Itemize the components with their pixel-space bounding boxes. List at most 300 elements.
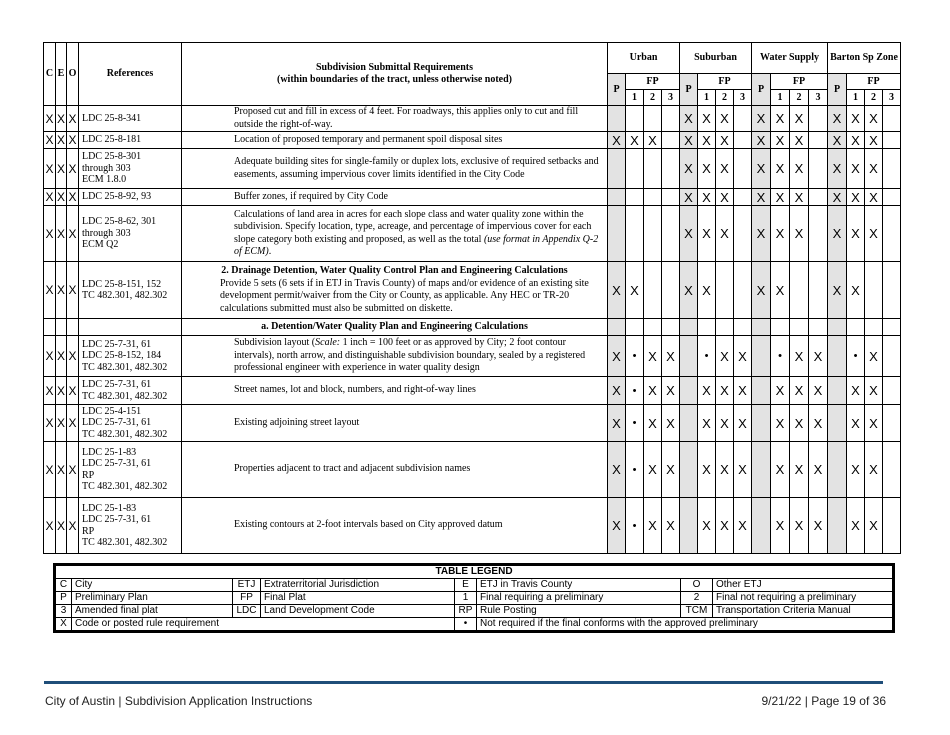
- requirement-text-main: Adequate building sites for single-family or duplex lots, exclusive of required setbacks and easements, assuming impervious cover limits identified in the City Code: [234, 156, 599, 180]
- requirement-mark: X: [847, 498, 865, 554]
- requirement-mark: X: [698, 149, 716, 189]
- requirement-mark: [790, 262, 809, 319]
- requirement-mark: X: [809, 405, 828, 442]
- requirement-mark: X: [847, 442, 865, 498]
- requirement-cell: [182, 319, 608, 336]
- ceo-mark: X: [67, 442, 79, 498]
- requirement-mark: [828, 442, 847, 498]
- requirement-mark: [883, 149, 901, 189]
- requirement-mark: X: [847, 149, 865, 189]
- ceo-mark: X: [67, 377, 79, 405]
- table-row: [44, 336, 901, 377]
- requirement-mark: [626, 106, 644, 132]
- requirement-mark: X: [828, 189, 847, 206]
- legend-text: Extraterritorial Jurisdiction: [261, 579, 455, 592]
- bullet-mark: •: [626, 377, 644, 405]
- reference-line: through 303: [82, 227, 131, 239]
- requirement-text-main: Subdivision layout (: [234, 337, 316, 349]
- requirement-mark: X: [698, 189, 716, 206]
- requirement-mark: X: [662, 336, 680, 377]
- legend-code: P: [55, 592, 72, 605]
- requirement-text-main: Buffer zones, if required by City Code: [234, 190, 388, 202]
- legend-row: [55, 618, 894, 632]
- requirement-mark: X: [771, 262, 790, 319]
- requirement-text: [182, 384, 607, 397]
- submittal-requirements-table: [43, 42, 901, 554]
- reference-line: LDC 25-8-181: [82, 134, 142, 146]
- bullet-mark: •: [626, 442, 644, 498]
- ceo-mark: X: [44, 377, 56, 405]
- requirement-mark: X: [698, 206, 716, 262]
- reference-cell: [79, 132, 182, 149]
- requirement-mark: [644, 149, 662, 189]
- bullet-mark: •: [626, 405, 644, 442]
- header-fp-2: FP: [771, 74, 828, 90]
- requirement-mark: [626, 319, 644, 336]
- reference-line: LDC 25-1-83: [82, 446, 137, 458]
- bullet-mark: •: [626, 336, 644, 377]
- reference-line: LDC 25-7-31, 61: [82, 458, 152, 469]
- legend-code: TCM: [681, 605, 713, 618]
- header-requirements-subtitle: (within boundaries of the tract, unless otherwise noted): [277, 74, 512, 85]
- requirement-mark: X: [771, 442, 790, 498]
- ceo-mark: X: [56, 498, 67, 554]
- requirement-mark: X: [680, 106, 698, 132]
- legend-text: Rule Posting: [477, 605, 681, 618]
- requirement-mark: [716, 262, 734, 319]
- requirement-text-main: Location of proposed temporary and permanent spoil disposal sites: [234, 133, 503, 145]
- requirement-mark: [865, 319, 883, 336]
- requirement-mark: [734, 106, 752, 132]
- legend-code: E: [455, 579, 477, 592]
- requirement-mark: X: [698, 377, 716, 405]
- requirement-mark: [608, 149, 626, 189]
- legend-text: Code or posted rule requirement: [72, 618, 455, 632]
- requirement-mark: [771, 319, 790, 336]
- reference-line: LDC 25-7-31, 61: [82, 514, 152, 525]
- requirement-mark: [734, 262, 752, 319]
- requirement-mark: [662, 319, 680, 336]
- requirement-cell: [182, 405, 608, 442]
- requirement-mark: X: [716, 206, 734, 262]
- requirement-mark: [680, 442, 698, 498]
- ceo-mark: X: [44, 206, 56, 262]
- legend-code: 2: [681, 592, 713, 605]
- requirement-text-end: .: [268, 246, 272, 257]
- reference-line: TC 482.301, 482.302: [82, 428, 168, 440]
- requirement-mark: X: [790, 405, 809, 442]
- reference-line: LDC 25-8-151, 152: [82, 278, 162, 290]
- requirement-mark: [883, 189, 901, 206]
- requirement-mark: X: [865, 405, 883, 442]
- reference-line: RP: [82, 525, 95, 537]
- requirement-text: [182, 106, 607, 131]
- reference-line: LDC 25-8-341: [82, 112, 142, 124]
- ceo-mark: X: [68, 190, 77, 204]
- requirement-mark: X: [680, 132, 698, 149]
- header-group-1: Suburban: [680, 43, 752, 74]
- requirement-text-end: 1 inch = 100 feet or as approved by City; 2 foot contour intervals), north arrow, and distinguishable subdivision boundary, sealed by a registered professional engineer with experience in water quality design: [234, 337, 586, 374]
- legend-text: Not required if the final conforms with the approved preliminary: [477, 618, 894, 632]
- reference-line: LDC 25-1-83: [82, 502, 137, 514]
- requirement-mark: X: [809, 442, 828, 498]
- requirement-mark: [644, 262, 662, 319]
- requirement-mark: [608, 106, 626, 132]
- requirement-mark: [883, 132, 901, 149]
- requirement-mark: [644, 106, 662, 132]
- requirement-mark: [662, 132, 680, 149]
- reference-line: LDC 25-7-31, 61: [82, 379, 152, 390]
- ceo-mark: X: [67, 149, 79, 189]
- legend-row: [55, 592, 894, 605]
- requirement-heading: a. Detention/Water Quality Plan and Engineering Calculations: [261, 320, 528, 332]
- requirement-mark: X: [828, 262, 847, 319]
- reference-cell: [79, 405, 182, 442]
- legend-text: Preliminary Plan: [72, 592, 233, 605]
- requirement-mark: [734, 132, 752, 149]
- header-fp-sub-3-1: 2: [865, 90, 883, 106]
- requirement-text: [182, 209, 607, 259]
- ceo-mark: X: [67, 498, 79, 554]
- reference-line: LDC 25-8-62, 301: [82, 216, 157, 228]
- requirement-mark: X: [847, 106, 865, 132]
- requirement-mark: X: [847, 377, 865, 405]
- requirement-mark: X: [865, 442, 883, 498]
- legend-title-row: [55, 565, 894, 579]
- header-group-0: Urban: [608, 43, 680, 74]
- header-p-3: P: [828, 74, 847, 106]
- legend-code: 1: [455, 592, 477, 605]
- ceo-mark: X: [67, 336, 79, 377]
- requirement-mark: [883, 319, 901, 336]
- requirement-mark: X: [716, 336, 734, 377]
- ceo-mark: X: [56, 405, 67, 442]
- requirement-mark: X: [716, 442, 734, 498]
- ceo-mark: X: [44, 262, 56, 319]
- requirement-mark: X: [790, 377, 809, 405]
- bullet-mark: •: [771, 336, 790, 377]
- requirement-mark: X: [790, 442, 809, 498]
- requirement-mark: [883, 336, 901, 377]
- legend-text: Final Plat: [261, 592, 455, 605]
- requirement-mark: X: [734, 377, 752, 405]
- requirement-cell: [182, 106, 608, 132]
- requirement-mark: X: [680, 189, 698, 206]
- requirement-mark: X: [698, 405, 716, 442]
- header-requirements: [182, 43, 608, 106]
- requirement-mark: X: [716, 189, 734, 206]
- header-fp-sub-3-0: 1: [847, 90, 865, 106]
- requirement-mark: X: [698, 132, 716, 149]
- requirement-text-main: Properties adjacent to tract and adjacent subdivision names: [234, 463, 471, 475]
- requirement-mark: X: [734, 498, 752, 554]
- table-row: [44, 149, 901, 189]
- table-legend: [53, 563, 895, 633]
- requirement-mark: [883, 206, 901, 262]
- requirement-mark: X: [865, 106, 883, 132]
- ceo-mark: X: [56, 133, 65, 147]
- requirement-mark: X: [698, 106, 716, 132]
- requirement-mark: X: [771, 377, 790, 405]
- requirement-mark: X: [698, 498, 716, 554]
- requirement-mark: [883, 262, 901, 319]
- requirement-mark: [865, 262, 883, 319]
- requirement-mark: [644, 319, 662, 336]
- requirement-mark: X: [865, 336, 883, 377]
- requirement-mark: [752, 377, 771, 405]
- ceo-mark: X: [56, 377, 67, 405]
- legend-code: O: [681, 579, 713, 592]
- requirement-mark: [644, 206, 662, 262]
- table-row: [44, 262, 901, 319]
- requirement-mark: X: [771, 206, 790, 262]
- requirement-mark: X: [752, 189, 771, 206]
- header-group-2: Water Supply: [752, 43, 828, 74]
- requirement-text-main: Provide 5 sets (6 sets if in ETJ in Travis County) of maps and/or evidence of an existing site development permit/waiver from the City or County, as applicable. Any HEC or TR-20 calculations submitted must also be submitted on diskette.: [220, 277, 589, 314]
- requirement-cell: [182, 149, 608, 189]
- header-fp-sub-1-0: 1: [698, 90, 716, 106]
- requirement-mark: X: [644, 377, 662, 405]
- ceo-mark: X: [45, 190, 54, 204]
- requirement-mark: X: [644, 132, 662, 149]
- header-references: References: [79, 43, 182, 106]
- header-p-0: P: [608, 74, 626, 106]
- requirement-mark: X: [809, 377, 828, 405]
- reference-cell: [79, 336, 182, 377]
- ceo-mark: X: [56, 106, 67, 132]
- reference-cell: [79, 442, 182, 498]
- requirement-mark: X: [865, 498, 883, 554]
- footer-document-title: City of Austin | Subdivision Application Instructions: [45, 694, 313, 708]
- requirement-mark: X: [790, 336, 809, 377]
- requirement-mark: [847, 319, 865, 336]
- reference-line: RP: [82, 469, 95, 481]
- requirement-mark: [809, 262, 828, 319]
- requirement-text-main: Existing contours at 2-foot intervals based on City approved datum: [234, 519, 503, 531]
- legend-text: Other ETJ: [713, 579, 894, 592]
- requirement-text-italic: Scale:: [315, 337, 341, 349]
- requirement-mark: X: [716, 132, 734, 149]
- requirement-mark: X: [608, 262, 626, 319]
- requirement-text-main: Existing adjoining street layout: [234, 416, 360, 428]
- requirement-mark: X: [771, 106, 790, 132]
- ceo-mark: X: [68, 133, 77, 147]
- requirement-mark: [626, 149, 644, 189]
- requirement-mark: [644, 189, 662, 206]
- requirement-mark: [734, 189, 752, 206]
- table-row: [44, 106, 901, 132]
- header-requirements-title: Subdivision Submittal Requirements: [315, 62, 474, 73]
- header-fp-sub-0-0: 1: [626, 90, 644, 106]
- header-fp-sub-1-1: 2: [716, 90, 734, 106]
- requirement-mark: X: [608, 442, 626, 498]
- reference-line: TC 482.301, 482.302: [82, 290, 168, 301]
- ceo-mark: X: [56, 149, 67, 189]
- requirement-mark: [680, 405, 698, 442]
- requirement-mark: X: [608, 405, 626, 442]
- requirement-mark: X: [608, 377, 626, 405]
- requirement-text: [182, 156, 607, 181]
- requirement-mark: [883, 377, 901, 405]
- requirement-mark: X: [716, 405, 734, 442]
- requirement-mark: [883, 442, 901, 498]
- table-row: [44, 132, 901, 149]
- ceo-mark: X: [56, 190, 65, 204]
- requirement-mark: [626, 189, 644, 206]
- ceo-mark: X: [44, 336, 56, 377]
- requirement-mark: X: [771, 405, 790, 442]
- reference-cell: [79, 206, 182, 262]
- table-row: [44, 498, 901, 554]
- legend-code: •: [455, 618, 477, 632]
- requirement-mark: X: [734, 336, 752, 377]
- requirement-mark: X: [847, 206, 865, 262]
- requirement-mark: [662, 189, 680, 206]
- ceo-mark: [44, 319, 56, 336]
- header-fp-sub-2-1: 2: [790, 90, 809, 106]
- requirement-cell: [182, 336, 608, 377]
- legend-title: TABLE LEGEND: [55, 565, 894, 579]
- requirement-mark: X: [608, 336, 626, 377]
- legend-row: [55, 605, 894, 618]
- requirement-mark: X: [644, 405, 662, 442]
- legend-code: ETJ: [233, 579, 261, 592]
- legend-code: LDC: [233, 605, 261, 618]
- requirement-mark: X: [809, 336, 828, 377]
- requirement-mark: X: [644, 442, 662, 498]
- legend-code: C: [55, 579, 72, 592]
- requirement-mark: X: [608, 498, 626, 554]
- ceo-mark: X: [67, 206, 79, 262]
- legend-row: [55, 579, 894, 592]
- requirement-mark: [809, 149, 828, 189]
- requirement-mark: [809, 132, 828, 149]
- requirement-mark: X: [865, 206, 883, 262]
- requirement-mark: X: [828, 106, 847, 132]
- header-fp-sub-2-0: 1: [771, 90, 790, 106]
- header-fp-1: FP: [698, 74, 752, 90]
- ceo-mark: X: [67, 262, 79, 319]
- legend-text: Transportation Criteria Manual: [713, 605, 894, 618]
- reference-line: LDC 25-8-92, 93: [82, 191, 152, 203]
- requirement-mark: X: [865, 149, 883, 189]
- ceo-mark: [56, 319, 67, 336]
- requirement-cell: [182, 189, 608, 206]
- requirement-mark: [680, 498, 698, 554]
- requirement-text-main: Calculations of land area in acres for each slope class and water quality zone within the subdivision. Specify location, type, acreage, and percentage of impervious cover for each slope category both existing and proposed, as well as the total: [234, 208, 592, 245]
- header-col-o: O: [67, 43, 79, 106]
- reference-line: ECM Q2: [82, 239, 119, 251]
- requirement-mark: [809, 319, 828, 336]
- reference-cell: [79, 377, 182, 405]
- requirement-mark: X: [790, 189, 809, 206]
- reference-cell: [79, 262, 182, 319]
- table-row: [44, 319, 901, 336]
- requirement-mark: X: [790, 149, 809, 189]
- requirement-mark: X: [847, 132, 865, 149]
- ceo-mark: X: [56, 442, 67, 498]
- requirement-mark: X: [716, 106, 734, 132]
- table-row: [44, 189, 901, 206]
- requirement-text: [182, 134, 607, 147]
- requirement-mark: X: [752, 106, 771, 132]
- requirement-cell: [182, 262, 608, 319]
- requirement-mark: X: [790, 498, 809, 554]
- reference-line: TC 482.301, 482.302: [82, 481, 168, 492]
- requirement-mark: X: [790, 106, 809, 132]
- header-fp-sub-2-2: 3: [809, 90, 828, 106]
- ceo-mark: X: [44, 149, 56, 189]
- requirement-text: [182, 337, 607, 375]
- ceo-mark: X: [45, 133, 54, 147]
- requirement-mark: [608, 189, 626, 206]
- requirement-text: [182, 417, 607, 430]
- ceo-mark: [67, 319, 79, 336]
- reference-line: ECM 1.8.0: [82, 174, 127, 186]
- header-col-e: E: [56, 43, 67, 106]
- header-fp-sub-0-2: 3: [662, 90, 680, 106]
- requirement-mark: [790, 319, 809, 336]
- requirement-mark: X: [626, 262, 644, 319]
- footer-rule: [44, 681, 883, 684]
- requirement-mark: X: [865, 132, 883, 149]
- requirement-mark: [809, 189, 828, 206]
- requirement-mark: X: [626, 132, 644, 149]
- header-fp-3: FP: [847, 74, 901, 90]
- header-fp-sub-3-2: 3: [883, 90, 901, 106]
- requirement-mark: X: [680, 262, 698, 319]
- header-fp-sub-1-2: 3: [734, 90, 752, 106]
- requirement-mark: [828, 336, 847, 377]
- requirement-heading: 2. Drainage Detention, Water Quality Control Plan and Engineering Calculations: [221, 265, 568, 276]
- ceo-mark: X: [56, 206, 67, 262]
- ceo-mark: X: [56, 262, 67, 319]
- requirement-mark: X: [662, 377, 680, 405]
- requirement-mark: X: [771, 132, 790, 149]
- requirement-mark: [883, 405, 901, 442]
- legend-code: RP: [455, 605, 477, 618]
- legend-code: 3: [55, 605, 72, 618]
- requirement-mark: X: [752, 149, 771, 189]
- requirement-mark: X: [847, 405, 865, 442]
- header-p-2: P: [752, 74, 771, 106]
- reference-line: LDC 25-8-301: [82, 151, 142, 163]
- requirement-text: [182, 519, 607, 532]
- requirement-mark: X: [865, 189, 883, 206]
- bullet-mark: •: [626, 498, 644, 554]
- header-group-3: Barton Sp Zone: [828, 43, 901, 74]
- reference-cell: [79, 106, 182, 132]
- requirement-mark: X: [734, 442, 752, 498]
- requirement-mark: [626, 206, 644, 262]
- requirement-mark: [662, 206, 680, 262]
- legend-code: X: [55, 618, 72, 632]
- header-col-c: C: [44, 43, 56, 106]
- requirement-mark: X: [698, 262, 716, 319]
- requirement-text-italic: (use format in Appendix Q-2 of ECM): [234, 233, 599, 257]
- requirement-mark: X: [828, 132, 847, 149]
- requirement-mark: [752, 498, 771, 554]
- requirement-text: [182, 463, 607, 476]
- requirement-mark: X: [847, 189, 865, 206]
- requirement-mark: X: [771, 498, 790, 554]
- bullet-mark: •: [847, 336, 865, 377]
- requirement-text-main: Proposed cut and fill in excess of 4 feet. For roadways, this applies only to cut and fill outside the right-of-way.: [234, 106, 579, 130]
- legend-text: Final not requiring a preliminary: [713, 592, 894, 605]
- requirement-mark: [662, 106, 680, 132]
- requirement-mark: X: [644, 498, 662, 554]
- requirement-mark: X: [698, 442, 716, 498]
